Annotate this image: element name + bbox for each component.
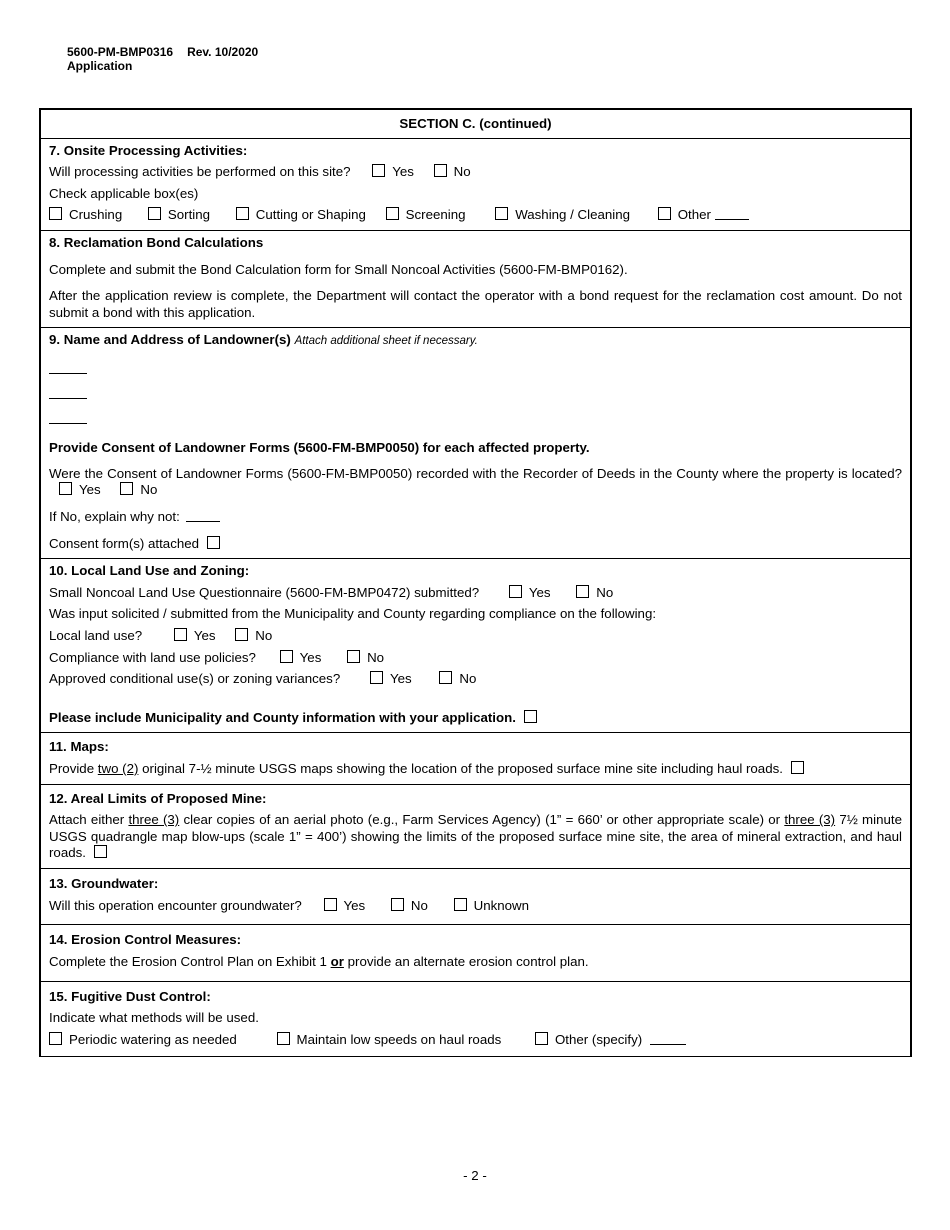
- sorting-label: Sorting: [167, 207, 211, 223]
- other-label: Other: [677, 207, 711, 223]
- landowner-line-1[interactable]: [49, 359, 87, 374]
- explain-label: If No, explain why not:: [49, 508, 180, 524]
- other-input[interactable]: [715, 219, 749, 220]
- areal-text-count-1: three (3): [128, 812, 180, 828]
- land-use-yes-label: Yes: [193, 627, 216, 643]
- compliance-no-label: No: [367, 649, 385, 665]
- consent-attached-label: Consent form(s) attached: [49, 535, 200, 551]
- form-header: [67, 45, 258, 73]
- dust-other-checkbox[interactable]: [535, 1032, 548, 1045]
- local-land-use-label: Local land use?: [49, 627, 143, 643]
- crushing-checkbox[interactable]: [49, 207, 62, 220]
- groundwater-no-label: No: [410, 897, 428, 913]
- land-use-no-label: No: [255, 627, 273, 643]
- areal-text-c: 7½ minute USGS quadrangle map blow-ups (scale 1” = 400’) showing the limits of the proposed surface mine site, the area of mineral extraction, and haul roads.: [49, 812, 902, 861]
- areal-text-b: clear copies of an aerial photo (e.g., Farm Services Agency) (1” = 660’ or other appropriate scale) or: [179, 812, 785, 828]
- areal-checkbox[interactable]: [94, 845, 107, 858]
- conditional-no-checkbox[interactable]: [439, 671, 452, 684]
- erosion-text-a: Complete the Erosion Control Plan on Exhibit 1: [49, 953, 331, 969]
- cutting-checkbox[interactable]: [236, 207, 249, 220]
- section-title: SECTION C. (continued): [41, 110, 910, 139]
- landowner-line-2[interactable]: [49, 384, 87, 399]
- recorded-question: Were the Consent of Landowner Forms (5600-FM-BMP0050) recorded with the Recorder of Deeds in the County where the property is located?: [49, 465, 902, 481]
- section-11: [41, 732, 910, 783]
- section-14: [41, 924, 910, 980]
- section-14-title: 14. Erosion Control Measures:: [49, 932, 242, 948]
- other-checkbox[interactable]: [658, 207, 671, 220]
- maps-text-post: original 7-½ minute USGS maps showing the location of the proposed surface mine site including haul roads.: [138, 761, 783, 777]
- areal-text-count-2: three (3): [784, 812, 836, 828]
- areal-text-a: Attach either: [49, 812, 129, 828]
- questionnaire-yes-label: Yes: [528, 584, 551, 600]
- form-revision: Rev. 10/2020: [187, 45, 259, 59]
- erosion-text-or: or: [330, 953, 344, 969]
- conditional-yes-checkbox[interactable]: [370, 671, 383, 684]
- dust-intro: Indicate what methods will be used.: [49, 1010, 259, 1026]
- maps-checkbox[interactable]: [791, 761, 804, 774]
- section-15: [41, 981, 910, 1057]
- dust-other-label: Other (specify): [554, 1031, 643, 1047]
- recorded-yes-label: Yes: [79, 482, 101, 498]
- cutting-label: Cutting or Shaping: [255, 207, 366, 223]
- questionnaire-yes-checkbox[interactable]: [509, 585, 522, 598]
- explain-input[interactable]: [186, 521, 220, 522]
- land-use-yes-checkbox[interactable]: [174, 628, 187, 641]
- maps-text-pre: Provide: [49, 761, 98, 777]
- section-15-title: 15. Fugitive Dust Control:: [49, 988, 211, 1004]
- section-9: [41, 327, 910, 558]
- recorded-yes-checkbox[interactable]: [59, 482, 72, 495]
- land-use-no-checkbox[interactable]: [235, 628, 248, 641]
- section-9-title: 9. Name and Address of Landowner(s): [49, 332, 291, 348]
- groundwater-yes-label: Yes: [343, 897, 366, 913]
- bond-form-text: Complete and submit the Bond Calculation form for Small Noncoal Activities (5600-FM-BMP0162).: [49, 261, 628, 277]
- processing-no-label: No: [453, 164, 471, 180]
- section-8-title: 8. Reclamation Bond Calculations: [49, 235, 264, 251]
- compliance-label: Compliance with land use policies?: [49, 649, 256, 665]
- questionnaire-question: Small Noncoal Land Use Questionnaire (5600-FM-BMP0472) submitted?: [49, 584, 480, 600]
- section-9-note: Attach additional sheet if necessary.: [294, 335, 478, 348]
- form-subtitle: Application: [67, 59, 133, 73]
- processing-yes-checkbox[interactable]: [372, 164, 385, 177]
- include-info-text: Please include Municipality and County information with your application.: [49, 709, 516, 725]
- section-7: [41, 139, 910, 230]
- questionnaire-no-label: No: [596, 584, 614, 600]
- compliance-no-checkbox[interactable]: [347, 650, 360, 663]
- section-12-title: 12. Areal Limits of Proposed Mine:: [49, 790, 267, 806]
- erosion-text-b: provide an alternate erosion control plan.: [343, 953, 589, 969]
- groundwater-yes-checkbox[interactable]: [324, 898, 337, 911]
- crushing-label: Crushing: [69, 207, 123, 223]
- low-speed-label: Maintain low speeds on haul roads: [296, 1031, 502, 1047]
- conditional-yes-label: Yes: [389, 671, 412, 687]
- groundwater-no-checkbox[interactable]: [391, 898, 404, 911]
- dust-other-input[interactable]: [650, 1044, 686, 1045]
- conditional-use-label: Approved conditional use(s) or zoning variances?: [49, 671, 341, 687]
- watering-label: Periodic watering as needed: [69, 1031, 237, 1047]
- section-12: [41, 784, 910, 868]
- questionnaire-no-checkbox[interactable]: [576, 585, 589, 598]
- section-10: [41, 558, 910, 732]
- conditional-no-label: No: [459, 671, 477, 687]
- include-info-checkbox[interactable]: [524, 710, 537, 723]
- watering-checkbox[interactable]: [49, 1032, 62, 1045]
- groundwater-unknown-label: Unknown: [473, 897, 530, 913]
- groundwater-question: Will this operation encounter groundwater?: [49, 897, 302, 913]
- section-13: [41, 868, 910, 924]
- consent-title: Provide Consent of Landowner Forms (5600-FM-BMP0050) for each affected property.: [49, 440, 590, 456]
- section-10-title: 10. Local Land Use and Zoning:: [49, 563, 250, 579]
- processing-yes-label: Yes: [392, 164, 414, 180]
- washing-label: Washing / Cleaning: [515, 207, 631, 223]
- recorded-no-label: No: [140, 482, 158, 498]
- screening-checkbox[interactable]: [386, 207, 399, 220]
- bond-review-text: After the application review is complete, the Department will contact the operator with a bond request for the reclamation cost amount. Do not submit a bond with this application.: [49, 288, 902, 320]
- form-number: 5600-PM-BMP0316: [67, 45, 174, 59]
- landowner-line-3[interactable]: [49, 409, 87, 424]
- check-applicable-label: Check applicable box(es): [49, 185, 199, 201]
- washing-checkbox[interactable]: [495, 207, 508, 220]
- sorting-checkbox[interactable]: [148, 207, 161, 220]
- section-c-form: [39, 108, 912, 1057]
- section-11-title: 11. Maps:: [49, 739, 109, 755]
- compliance-yes-checkbox[interactable]: [280, 650, 293, 663]
- section-8: [41, 230, 910, 327]
- compliance-yes-label: Yes: [299, 649, 322, 665]
- processing-no-checkbox[interactable]: [434, 164, 447, 177]
- consent-attached-checkbox[interactable]: [207, 536, 220, 549]
- recorded-no-checkbox[interactable]: [120, 482, 133, 495]
- groundwater-unknown-checkbox[interactable]: [454, 898, 467, 911]
- processing-options: [49, 207, 902, 224]
- page-number: - 2 -: [463, 1168, 487, 1183]
- maps-text-count: two (2): [97, 761, 139, 777]
- processing-question: Will processing activities be performed on this site?: [49, 164, 351, 180]
- input-solicited-text: Was input solicited / submitted from the Municipality and County regarding compliance on the following:: [49, 606, 657, 622]
- low-speed-checkbox[interactable]: [277, 1032, 290, 1045]
- section-13-title: 13. Groundwater:: [49, 876, 159, 892]
- section-7-title: 7. Onsite Processing Activities:: [49, 142, 248, 158]
- screening-label: Screening: [405, 207, 466, 223]
